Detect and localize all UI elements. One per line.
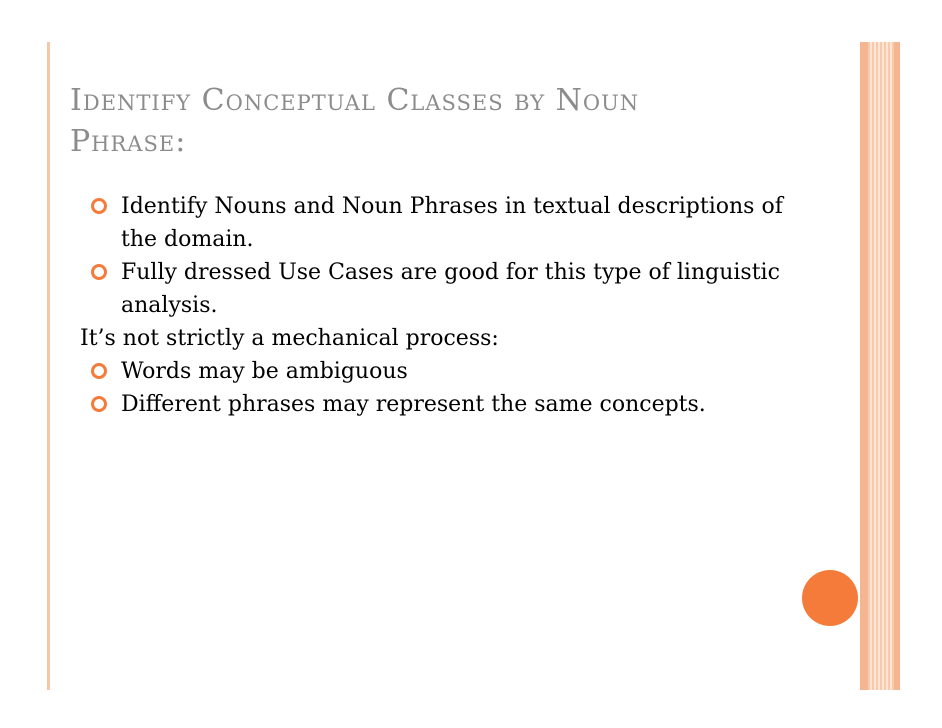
bullet-item-1 xyxy=(0,190,821,256)
decorative-circle xyxy=(802,570,858,626)
title-line-1: Identify Conceptual Classes by Noun xyxy=(70,83,640,118)
bullet-circle-icon xyxy=(91,363,107,379)
bullet-circle-icon xyxy=(91,264,107,280)
title-line-2: Phrase: xyxy=(70,124,187,159)
body-text: It’s not strictly a mechanical process: xyxy=(80,326,499,351)
bullet-text: Fully dressed Use Cases are good for this type of linguistic analysis. xyxy=(121,260,780,318)
bullet-circle-icon xyxy=(91,396,107,412)
bullet-item-3 xyxy=(0,355,821,388)
slide-body xyxy=(0,190,860,421)
body-line xyxy=(0,322,860,355)
bullet-item-2 xyxy=(0,256,821,322)
bullet-circle-icon xyxy=(91,198,107,214)
right-decorative-band xyxy=(860,42,900,690)
bullet-text: Words may be ambiguous xyxy=(121,359,408,384)
band-edge-right xyxy=(894,42,900,690)
band-edge-left xyxy=(860,42,868,690)
bullet-item-4 xyxy=(0,388,861,421)
slide-title xyxy=(70,80,830,162)
bullet-text: Different phrases may represent the same concepts. xyxy=(121,392,706,417)
bullet-text: Identify Nouns and Noun Phrases in textual descriptions of the domain. xyxy=(121,194,783,252)
